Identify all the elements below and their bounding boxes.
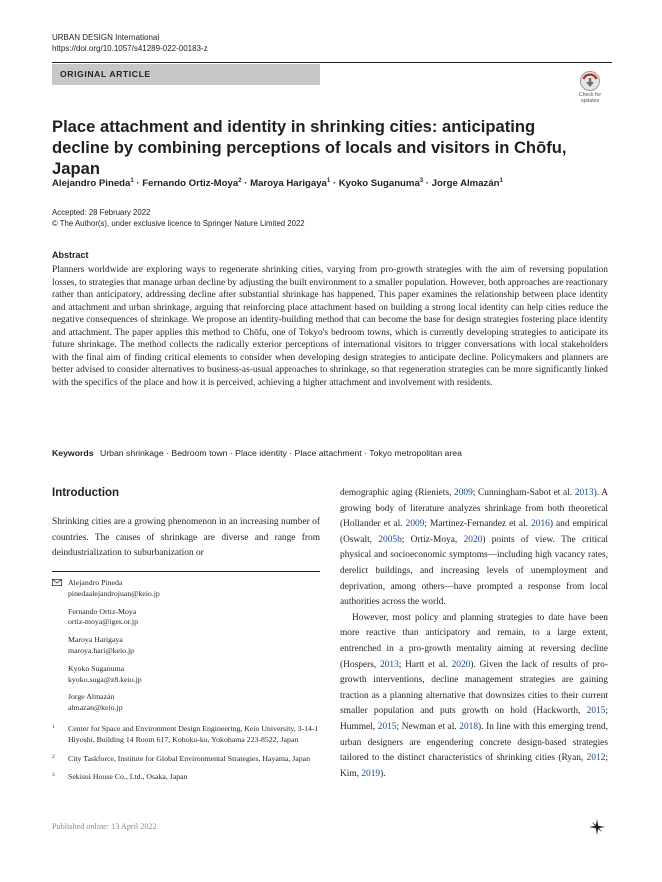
envelope-icon (52, 579, 62, 586)
check-for-updates-icon[interactable] (572, 70, 608, 106)
citation-link[interactable]: 2013 (379, 659, 399, 670)
affiliation-entry (52, 772, 320, 783)
citation-link[interactable]: 2019 (361, 768, 381, 779)
citation-link[interactable]: 2020 (463, 534, 483, 545)
citation-link[interactable]: 2020 (451, 659, 471, 670)
doi-link[interactable]: https://doi.org/10.1057/s41289-022-00183-z (52, 44, 208, 53)
contact-entry (52, 635, 320, 657)
contact-name: Alejandro Pineda (68, 578, 123, 587)
citation-link[interactable]: 2015 (377, 721, 397, 732)
affiliation-number: 2 (52, 753, 55, 760)
citation-link[interactable]: 2015 (586, 706, 606, 717)
check-updates-line2: updates (580, 98, 600, 104)
affiliation-text: Center for Space and Environment Design Engineering, Keio University, 3-14-1 Hiyoshi, Building 14 Room 617, Kohoku-ku, Yokohama 223-8522, Japan (68, 724, 319, 744)
keywords (52, 447, 608, 459)
contact-email[interactable]: almazan@keio.jp (68, 703, 123, 713)
article-type-banner: ORIGINAL ARTICLE (52, 64, 320, 85)
keywords-label: Keywords (52, 448, 94, 458)
contact-entry (52, 692, 320, 714)
author-contacts (52, 578, 320, 721)
author[interactable]: Fernando Ortiz-Moya$^2$ (142, 178, 242, 189)
citation-link[interactable]: 2012 (586, 753, 606, 764)
affiliation-number: 3 (52, 772, 55, 779)
citation-link[interactable]: 2016 (531, 519, 550, 530)
abstract-text: Planners worldwide are exploring ways to regenerate shrinking cities, varying from pro-growth strategies with the aim of reversing population losses, to strategies that manage urban decline by adjusting the built environment to a smaller population. However, both approaches are reactionary rather than anticipatory, addressing decline after substantial shrinkage has happened. This paper examines the relationship between place identity and attachment and urban shrinkage, arguing that reinforcing place attachment based on building a strong local identity can help cities reduce the negative consequences of shrinkage. We propose an identity-building method that can become the base for design strategies fostering place identity and attachment. The paper applies this method to Chōfu, one of Tokyo's bedroom towns, which is currently developing strategies to anticipate its future shrinkage. The method collects the radically exterior perceptions of international visitors to trigger conversations with local stakeholders with the final aim of finding critical elements to consider when developing design strategies to anticipate decline. Policymakers and planners are better advised to consider alternatives to business-as-usual approaches to shrinkage, so that regeneration strategies can be more significantly linked with the specifics of the place and how it is perceived, achieving a higher attachment and involvement with residents. (52, 265, 608, 388)
citation-link[interactable]: 2018 (459, 721, 478, 732)
contact-email[interactable]: maroya.hari@keio.jp (68, 645, 135, 655)
affiliation-entry (52, 754, 320, 765)
footnote-rule (52, 571, 320, 572)
journal-header (52, 32, 208, 54)
affiliation-entry (52, 724, 320, 746)
header-rule (52, 62, 612, 63)
affiliation-number: 1 (52, 724, 55, 730)
published-online: Published online: 13 April 2022 (52, 822, 157, 831)
author[interactable]: Kyoko Suganuma$^3$ (338, 178, 424, 189)
contact-entry (52, 607, 320, 629)
author-list: Alejandro Pineda$^1$ · Fernando Ortiz-Moya$^2$ · Maroya Harigaya$^1$ · Kyoko Suganuma$^3$ · Jorge Almazán$^1$ (52, 178, 503, 189)
springer-horse-icon (588, 818, 606, 836)
affiliations (52, 724, 320, 791)
citation-link[interactable]: 2009 (405, 519, 425, 530)
contact-entry (52, 664, 320, 686)
article-meta (52, 207, 305, 229)
affiliation-text: City Taskforce, Institute for Global Environmental Strategies, Hayama, Japan (68, 753, 311, 763)
paper-title: Place attachment and identity in shrinking cities: anticipating decline by combining perceptions of locals and visitors in Chōfu, Japan (52, 117, 567, 178)
contact-name: Jorge Almazán (68, 692, 115, 702)
contact-email[interactable]: pinedaalejandrojuan@keio.jp (68, 588, 160, 598)
contact-entry (52, 578, 320, 600)
author[interactable]: Maroya Harigaya$^1$ (250, 178, 331, 189)
contact-email[interactable]: kyoko.suga@z8.keio.jp (68, 674, 142, 684)
contact-name: Maroya Harigaya (68, 635, 123, 645)
affiliation-text: Sekisui House Co., Ltd., Osaka, Japan (68, 772, 188, 782)
citation-link[interactable]: 2005b (378, 534, 402, 545)
intro-left-paragraph: Shrinking cities are a growing phenomenon in an increasing number of countries. The causes of shrinkage are diverse and range from deindustrialization to suburbanization or (52, 517, 320, 559)
intro-right-column (340, 486, 608, 782)
accepted-date: Accepted: 28 February 2022 (52, 208, 151, 217)
citation-link[interactable]: 2009 (454, 488, 473, 498)
check-updates-line1: Check for (578, 92, 602, 98)
contact-name: Kyoko Suganuma (68, 663, 125, 673)
author[interactable]: Alejandro Pineda$^1$ (52, 178, 134, 189)
contact-email[interactable]: ortiz-moya@iges.or.jp (68, 617, 138, 627)
keywords-text: Urban shrinkage · Bedroom town · Place identity · Place attachment · Tokyo metropolitan area (99, 448, 462, 458)
abstract-heading: Abstract (52, 250, 89, 260)
journal-name: URBAN DESIGN International (52, 33, 160, 42)
introduction-heading: Introduction (52, 487, 120, 499)
citation-link[interactable]: 2013 (574, 488, 594, 498)
contact-name: Fernando Ortiz-Moya (68, 606, 137, 616)
author[interactable]: Jorge Almazán$^1$ (431, 178, 503, 189)
paragraph: demographic aging (Rieniets, 2009; Cunningham-Sabot et al. 2013). A growing body of literature analyzes shrinkage from both theoretical (Hollander et al. 2009; Martinez-Fernandez et al. 2016) and empirical (Oswalt, 2005b; Ortiz-Moya, 2020) points of view. The critical physical and socioeconomic symptoms—including high vacancy rates, derelict buildings, and increasing levels of unemployment and deprivation, among others—have prompted a response from local authorities across the world. (340, 488, 609, 608)
paragraph: However, most policy and planning strategies to date have been more reactive than anticipatory and remain, to a large extent, entrenched in a pro-growth mentality aiming at reversing decline (Hospers, 2013; Hartt et al. 2020). Given the lack of results of pro-growth interventions, decline management strategies are gaining traction as a planning alternative that downsizes cities to their current smaller population and puts growth on hold (Hackworth, 2015; Hummel, 2015; Newman et al. 2018). In line with this emerging trend, urban designers are engendering concrete design-based strategies tailored to the distinct characteristics of shrinking cities (Ryan, 2012; Kim, 2019). (340, 612, 608, 779)
copyright-line: © The Author(s), under exclusive licence to Springer Nature Limited 2022 (52, 219, 305, 228)
